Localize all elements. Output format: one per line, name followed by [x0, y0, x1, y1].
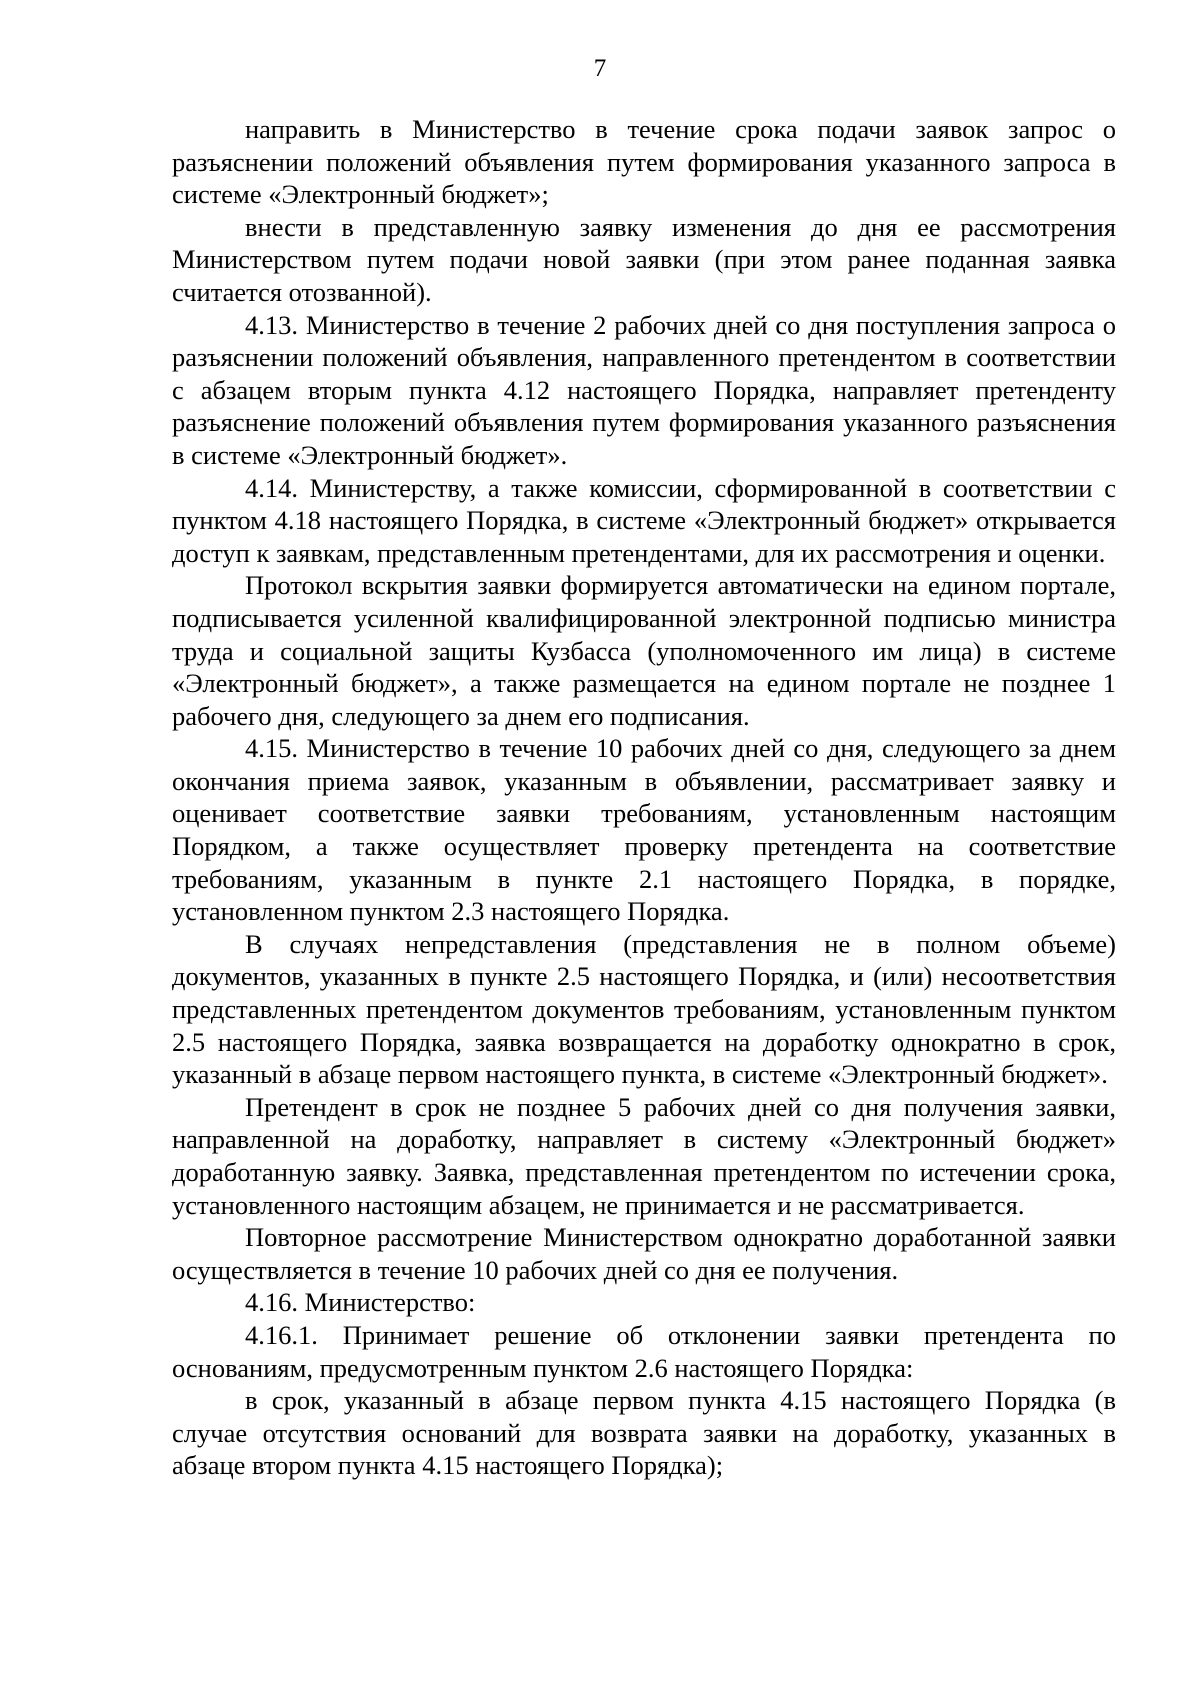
paragraph: 4.15. Министерство в течение 10 рабочих дней со дня, следующего за днем окончания приема заявок, указанным в объявлении, рассматривает заявку и оценивает соответствие заявки требованиям, установленным настоящим Порядком, а также осуществляет проверку претендента на соответствие требованиям, указанным в пункте 2.1 настоящего Порядка, в порядке, установленном пунктом 2.3 настоящего Порядка. [172, 733, 1116, 927]
paragraph: В случаях непредставления (представления не в полном объеме) документов, указанных в пункте 2.5 настоящего Порядка, и (или) несоответствия представленных претендентом документов требованиям, установленным пунктом 2.5 настоящего Порядка, заявка возвращается на доработку однократно в срок, указанный в абзаце первом настоящего пункта, в системе «Электронный бюджет». [172, 928, 1116, 1090]
paragraph: Протокол вскрытия заявки формируется автоматически на едином портале, подписывается усиленной квалифицированной электронной подписью министра труда и социальной защиты Кузбасса (уполномоченного им лица) в системе «Электронный бюджет», а также размещается на едином портале не позднее 1 рабочего дня, следующего за днем его подписания. [172, 570, 1116, 731]
paragraph: 4.16.1. Принимает решение об отклонении заявки претендента по основаниям, предусмотренным пунктом 2.6 настоящего Порядка: [172, 1319, 1116, 1383]
paragraph: в срок, указанный в абзаце первом пункта 4.15 настоящего Порядка (в случае отсутствия оснований для возврата заявки на доработку, указанных в абзаце втором пункта 4.15 настоящего Порядка); [172, 1385, 1116, 1481]
paragraph: направить в Министерство в течение срока подачи заявок запрос о разъяснении положений объявления путем формирования указанного запроса в системе «Электронный бюджет»; [172, 114, 1116, 210]
paragraph: Претендент в срок не позднее 5 рабочих дней со дня получения заявки, направленной на доработку, направляет в систему «Электронный бюджет» доработанную заявку. Заявка, представленная претендентом по истечении срока, установленного настоящим абзацем, не принимается и не рассматривается. [172, 1091, 1116, 1220]
page-number: 7 [593, 55, 607, 82]
paragraph: 4.13. Министерство в течение 2 рабочих дней со дня поступления запроса о разъяснении положений объявления, направленного претендентом в соответствии с абзацем вторым пункта 4.12 настоящего Порядка, направляет претенденту разъяснение положений объявления путем формирования указанного разъяснения в системе «Электронный бюджет». [172, 309, 1116, 470]
paragraph: 4.16. Министерство: [245, 1287, 476, 1318]
paragraph: 4.14. Министерству, а также комиссии, сформированной в соответствии с пунктом 4.18 настоящего Порядка, в системе «Электронный бюджет» открывается доступ к заявкам, представленным претендентами, для их рассмотрения и оценки. [172, 472, 1116, 568]
document-body [172, 113, 1116, 1482]
paragraph: Повторное рассмотрение Министерством однократно доработанной заявки осуществляется в течение 10 рабочих дней со дня ее получения. [172, 1222, 1116, 1285]
paragraph: внести в представленную заявку изменения до дня ее рассмотрения Министерством путем подачи новой заявки (при этом ранее поданная заявка считается отозванной). [172, 211, 1116, 307]
